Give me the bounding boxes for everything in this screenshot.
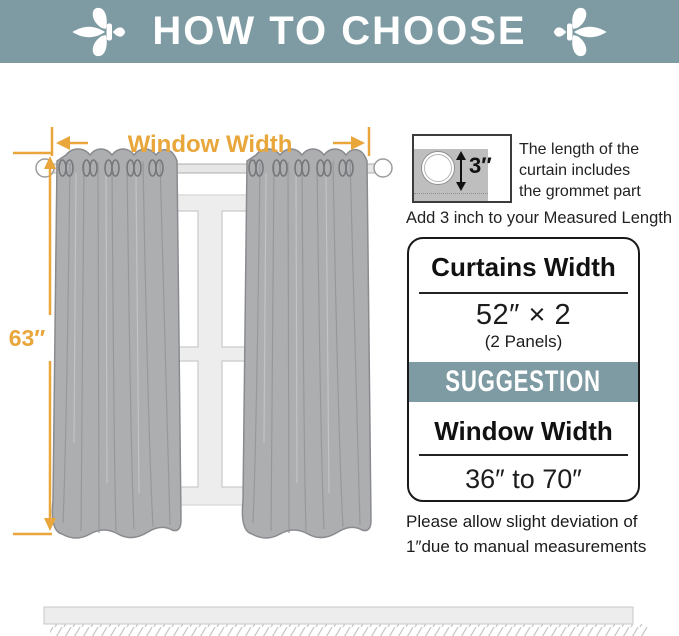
rod-finial-right xyxy=(374,159,392,177)
deviation-footnote-line: 1″due to manual measurements xyxy=(406,537,647,556)
curtains-width-value-row xyxy=(409,294,638,358)
curtains-width-header: Curtains Width xyxy=(431,252,616,282)
grommet-description-line: curtain includes xyxy=(519,162,631,179)
suggestion-band xyxy=(409,362,638,402)
deviation-footnote-line: Please allow slight deviation of xyxy=(406,512,638,531)
curtain-height-measure xyxy=(9,153,56,534)
suggestion-label: SUGGESTION xyxy=(445,365,602,398)
deviation-footnote xyxy=(406,509,656,559)
grommet-hole xyxy=(421,151,455,185)
grommet-detail-diagram xyxy=(412,134,512,203)
fleur-de-lis-left-icon xyxy=(70,4,126,60)
fleur-de-lis-right-icon xyxy=(553,4,609,60)
floor-hatching xyxy=(50,624,648,636)
window-width-label: Window Width xyxy=(127,131,293,158)
floor xyxy=(44,607,648,636)
grommet-description xyxy=(519,139,675,202)
curtain-panel-right xyxy=(242,149,371,538)
grommet-measure-label: 3″ xyxy=(469,153,492,178)
grommet-hole-inner-ring xyxy=(424,154,452,182)
size-suggestion-table xyxy=(407,237,640,502)
curtains-width-value: 52″ × 2 xyxy=(475,299,572,331)
grommet-description-line: The length of the xyxy=(519,141,640,158)
add-length-note: Add 3 inch to your Measured Length xyxy=(406,209,673,227)
header-banner xyxy=(0,0,679,63)
grommet-measure-arrow xyxy=(454,151,468,191)
curtains-panels-note: (2 Panels) xyxy=(484,332,563,351)
window-width-header: Window Width xyxy=(434,416,613,446)
curtain-height-label: 63″ xyxy=(8,325,46,351)
grommet-dotted-line xyxy=(414,193,488,194)
window-width-range: 36″ to 70″ xyxy=(465,464,582,494)
page-title: HOW TO CHOOSE xyxy=(152,9,527,53)
curtain-panel-left xyxy=(52,149,181,538)
grommet-description-line: the grommet part xyxy=(519,183,641,200)
